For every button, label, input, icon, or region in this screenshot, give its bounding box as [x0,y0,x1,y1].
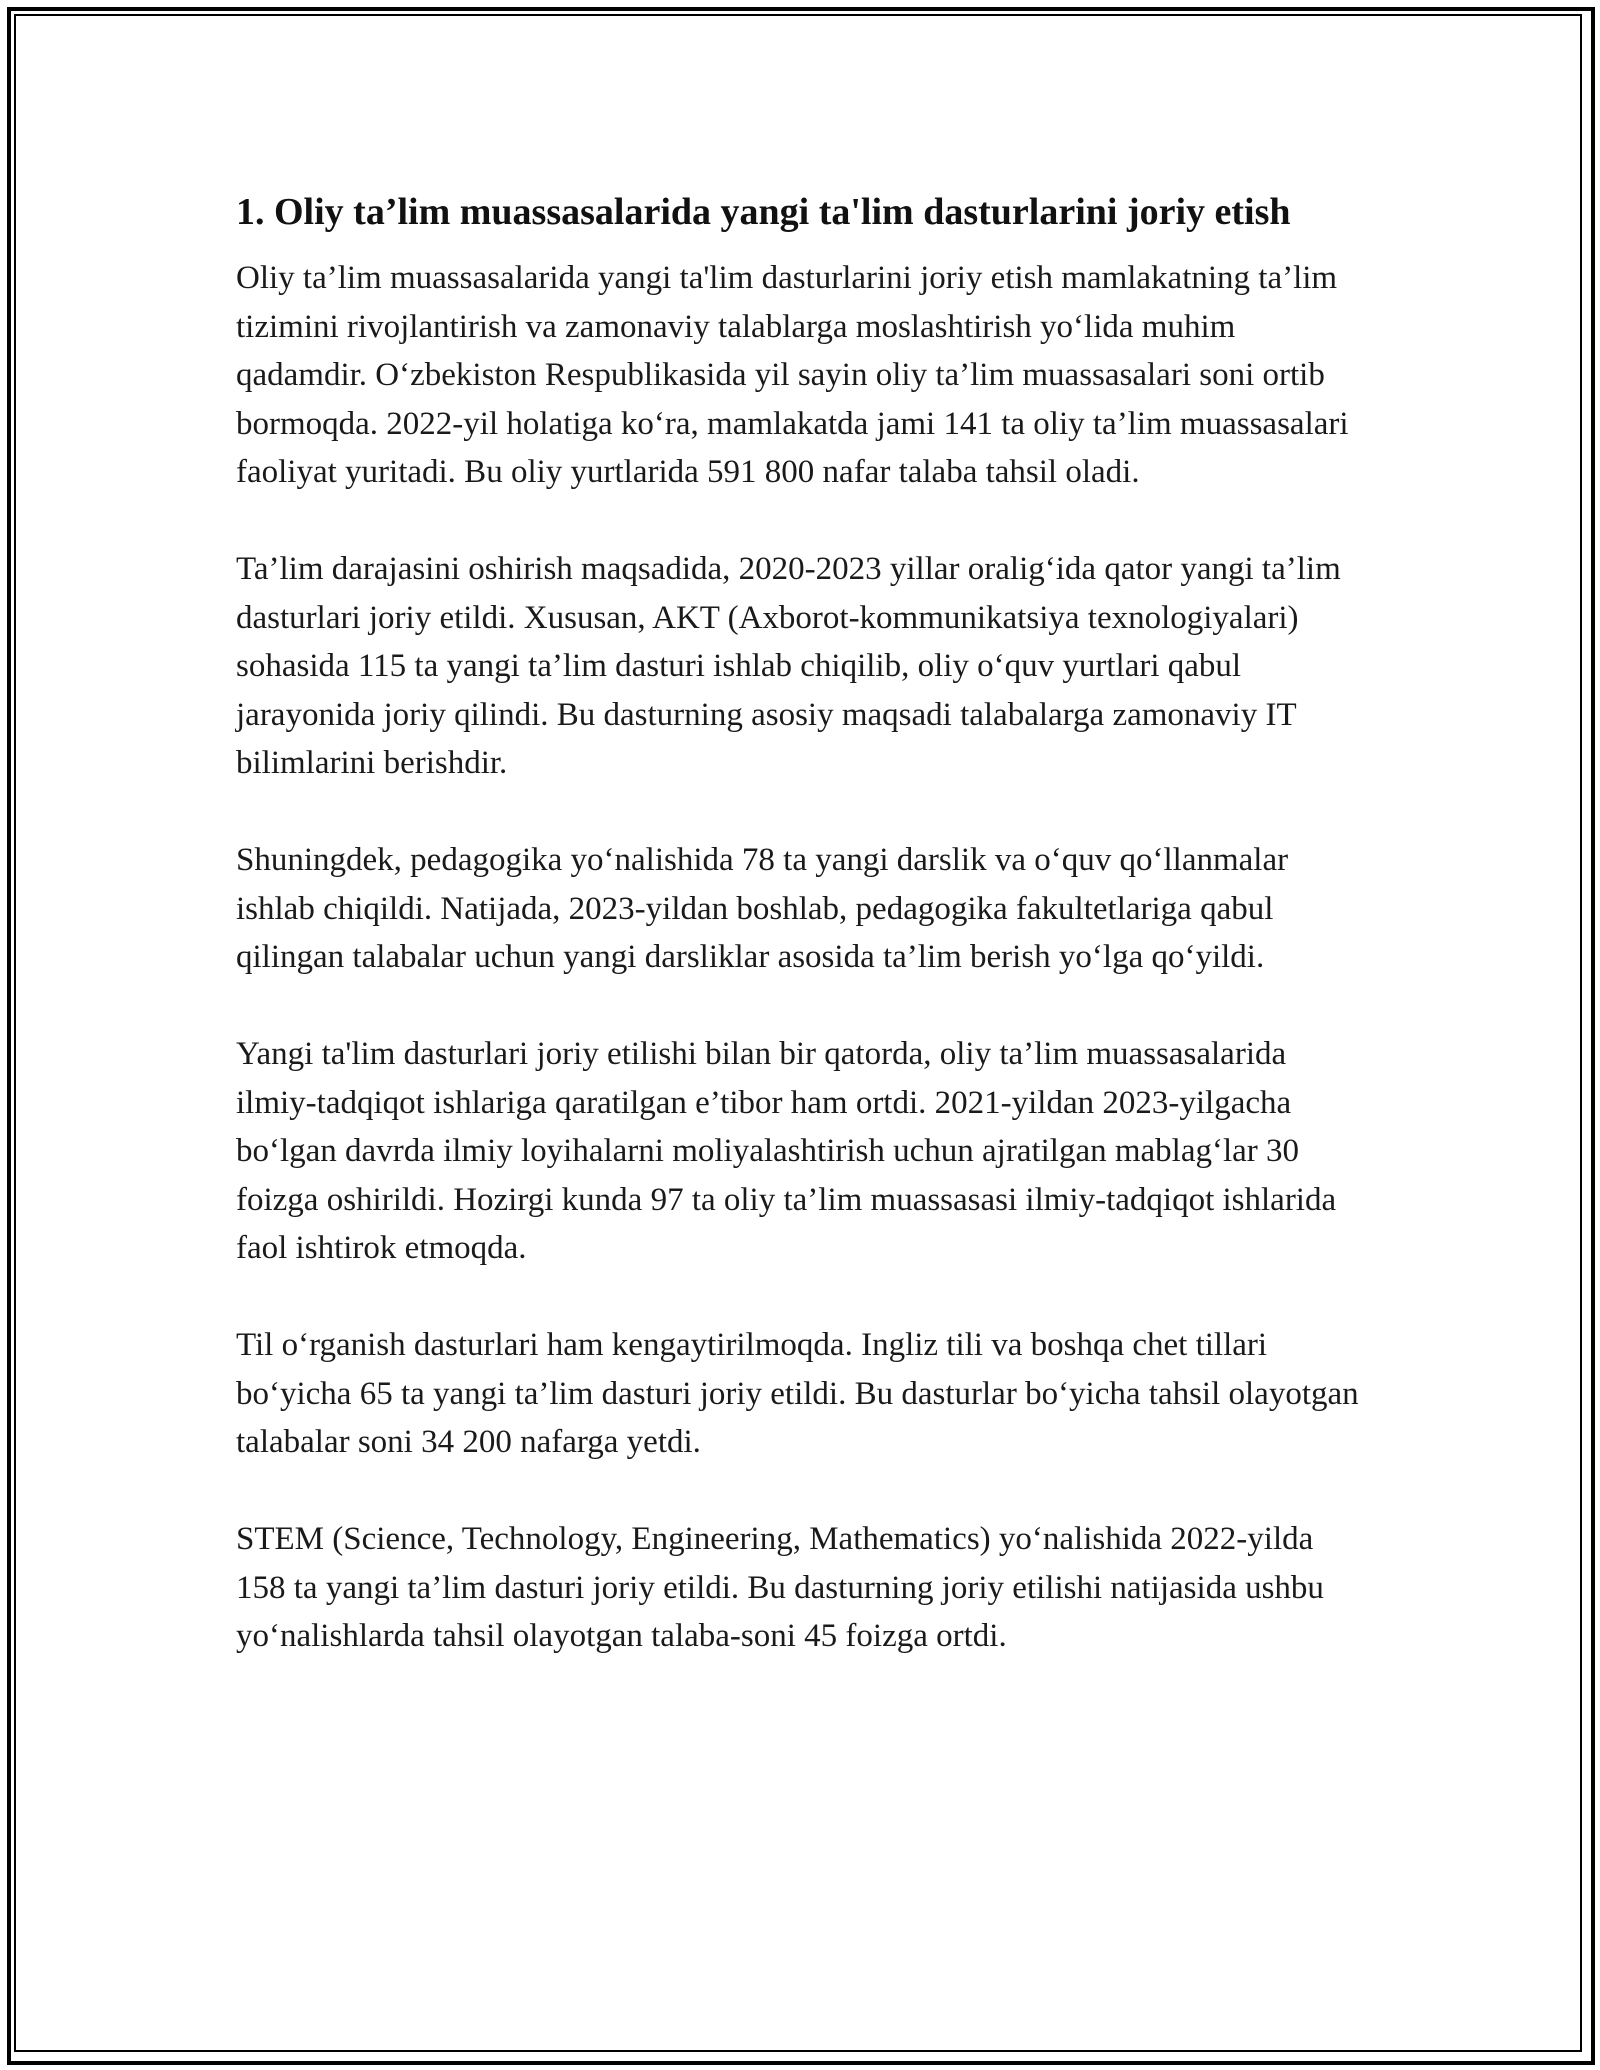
paragraph-pedagogy: Shuningdek, pedagogika yo‘nalishida 78 ta yangi darslik va o‘quv qo‘llanmalar ishlab chiqildi. Natijada, 2023-yildan boshlab, pedagogika fakultetlariga qabul qilingan talabalar uchun yangi darsliklar asosida ta’lim berish yo‘lga qo‘yildi. [236,842,1289,975]
paragraph-institutions: Oliy ta’lim muassasalarida yangi ta'lim dasturlarini joriy etish mamlakatning ta’lim tizimini rivojlantirish va zamonaviy talablarga moslashtirish yo‘lida muhim qadamdir. O‘zbekiston Respublikasida yil sayin oliy ta’lim muassasalari soni ortib bormoqda. 2022-yil holatiga ko‘ra, mamlakatda jami 141 ta oliy ta’lim muassasalari faoliyat yuritadi. Bu oliy yurtlarida 591 800 nafar talaba tahsil oladi. [236,260,1349,490]
paragraph-ict-programs: Ta’lim darajasini oshirish maqsadida, 2020-2023 yillar oralig‘ida qator yangi ta’lim dasturlari joriy etildi. Xususan, AKT (Axborot-kommunikatsiya texnologiyalari) sohasida 115 ta yangi ta’lim dasturi ishlab chiqilib, oliy o‘quv yurtlari qabul jarayonida joriy qilindi. Bu dasturning asosiy maqsadi talabalarga zamonaviy IT bilimlarini berishdir. [236,551,1341,781]
section-heading: 1. Oliy ta’lim muassasalarida yangi ta'lim dasturlarini joriy etish [236,191,1291,233]
paragraph-language-programs: Til o‘rganish dasturlari ham kengaytirilmoqda. Ingliz tili va boshqa chet tillari bo‘yicha 65 ta yangi ta’lim dasturi joriy etildi. Bu dasturlar bo‘yicha tahsil olayotgan talabalar soni 34 200 nafarga yetdi. [236,1327,1359,1460]
paragraph-stem: STEM (Science, Technology, Engineering, Mathematics) yo‘nalishida 2022-yilda 158 ta yangi ta’lim dasturi joriy etildi. Bu dasturning joriy etilishi natijasida ushbu yo‘nalishlarda tahsil olayotgan talaba-soni 45 foizga ortdi. [236,1521,1324,1654]
paragraph-research: Yangi ta'lim dasturlari joriy etilishi bilan bir qatorda, oliy ta’lim muassasalarida ilmiy-tadqiqot ishlariga qaratilgan e’tibor ham ortdi. 2021-yildan 2023-yilgacha bo‘lgan davrda ilmiy loyihalarni moliyalashtirish uchun ajratilgan mablag‘lar 30 foizga oshirildi. Hozirgi kunda 97 ta oliy ta’lim muassasasi ilmiy-tadqiqot ishlarida faol ishtirok etmoqda. [236,1036,1337,1266]
document-body [236,184,1366,1661]
